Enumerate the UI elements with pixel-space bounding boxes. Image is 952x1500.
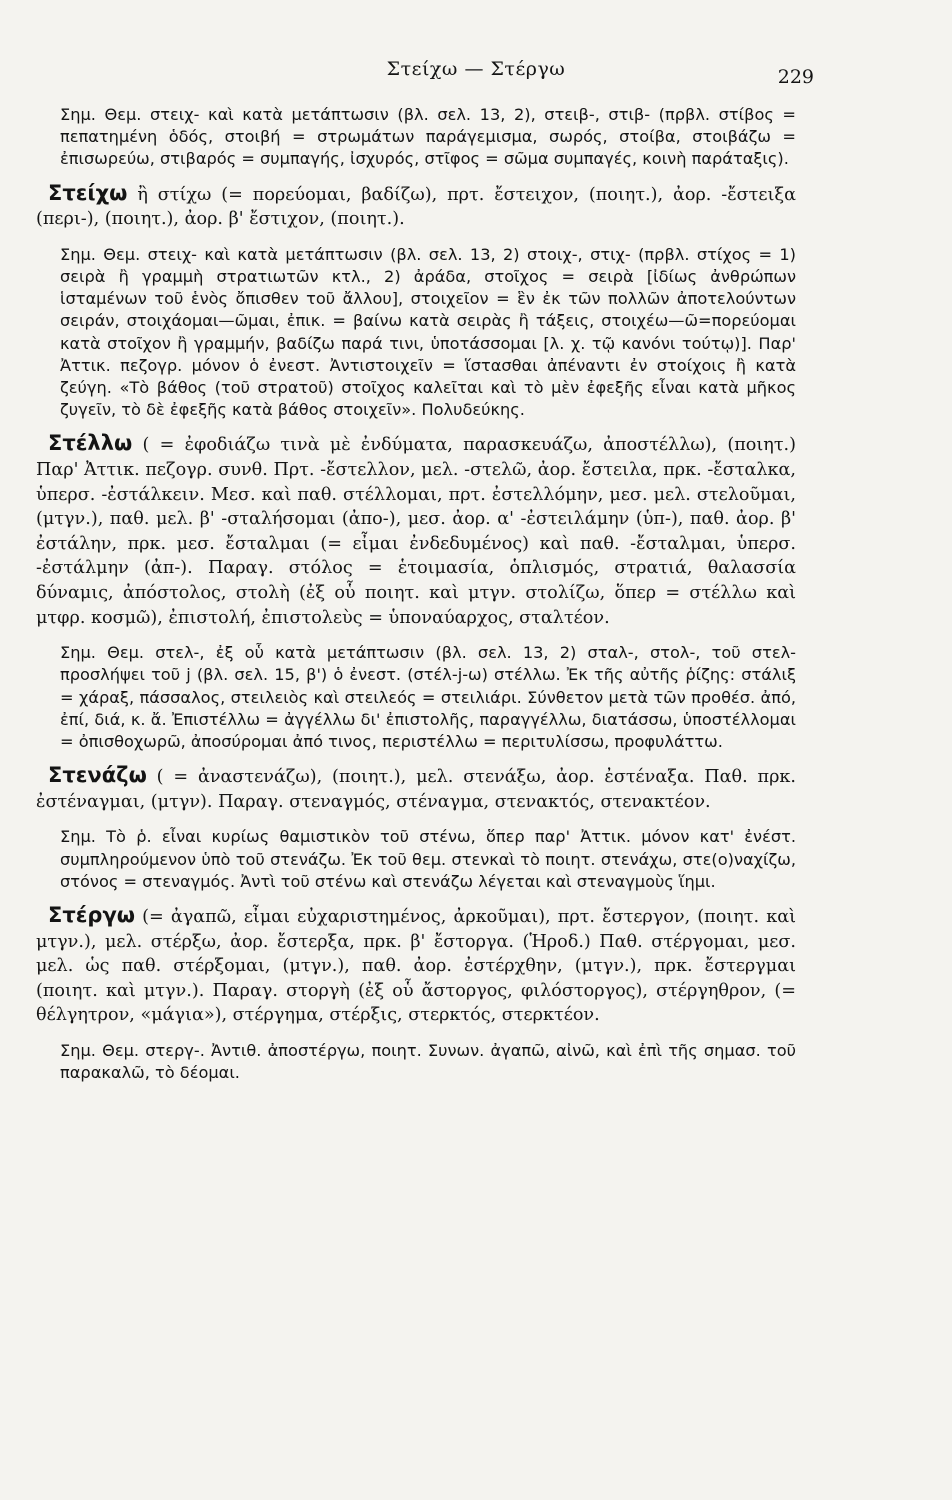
entry-body: ἢ στίχω (= πορεύομαι, βαδίζω), πρτ. ἔστειχον, (ποιητ.), ἀορ. -ἔστειξα (περι-), (ποιητ.), ἀορ. β' ἔστιχον, (ποιητ.). [36,184,796,230]
note-stello-theme [36,642,796,753]
headword: Στέλλω [48,431,133,456]
headword: Στέργω [48,902,136,927]
note-steicho-derivatives [36,244,796,422]
entry-steicho [36,181,796,232]
note-stergo [36,1040,796,1084]
note-steicho-theme [36,104,796,171]
note-text: Σημ. Θεμ. στειχ- καὶ κατὰ μετάπτωσιν (βλ. σελ. 13, 2) στοιχ-, στιχ- (πρβλ. στίχος = 1) σειρὰ ἢ γραμμὴ στρατιωτῶν κτλ., 2) ἀράδα, στοῖχος = σειρὰ [ἰδίως ἀνθρώπων ἱσταμένων τοῦ ἑνὸς ὄπισθεν τοῦ ἄλλου], στοιχεῖον = ἓν ἐκ τῶν πολλῶν ἀποτελούντων σειράν, στοιχάομαι—ῶμαι, ἐπικ. = βαίνω κατὰ σειρὰς ἢ τάξεις, στοιχέω—ῶ=πορεύομαι κατὰ στοῖχον ἢ γραμμήν, βαδίζω παρά τινι, ὑποτάσσομαι [λ. χ. τῷ κανόνι τούτῳ)]. Παρ' Ἀττικ. πεζογρ. μόνον ὁ ἐνεστ. Ἀντιστοιχεῖν = ἵστασθαι ἀπέναντι ἐν στοίχοις ἢ κατὰ ζεύγη. «Τὸ βάθος (τοῦ στρατοῦ) στοῖχος καλεῖται καὶ τὸ μὲν ἐφεξῆς εἶναι κατὰ μῆκος ζυγεῖν, τὸ δὲ ἐφεξῆς κατὰ βάθος στοιχεῖν». Πολυδεύκης. [60,244,796,420]
entry-stenazo [36,763,796,814]
note-text: Σημ. Θεμ. στελ-, ἐξ οὗ κατὰ μετάπτωσιν (βλ. σελ. 13, 2) σταλ-, στολ-, τοῦ στελ- προσλήψει τοῦ j (βλ. σελ. 15, β') ὁ ἐνεστ. (στέλ-j-ω) στέλλω. Ἐκ τῆς αὐτῆς ῥίζης: στάλιξ = χάραξ, πάσσαλος, στειλειὸς καὶ στειλεός = στειλιάρι. Σύνθετον μετὰ τῶν προθέσ. ἀπό, ἐπί, διά, κ. ἄ. Ἐπιστέλλω = ἀγγέλλω δι' ἐπιστολῆς, παραγγέλλω, διατάσσω, ὑποστέλλομαι = ὀπισθοχωρῶ, ἀποσύρομαι ἀπό τινος, περιστέλλω = περιτυλίσσω, προφυλάττω. [60,643,796,751]
entry-text [36,763,796,814]
entry-text [36,903,796,1028]
page-number: 229 [777,66,814,88]
entry-body: (= ἀγαπῶ, εἶμαι εὐχαριστημένος, ἀρκοῦμαι), πρτ. ἔστεργον, (ποιητ. καὶ μτγν.), μελ. στέρξω, ἀορ. ἔστερξα, πρκ. β' ἔστοργα. (Ἡροδ.) Παθ. στέργομαι, μεσ. μελ. ὡς παθ. στέρξομαι, (μτγν.), παθ. ἀορ. ἐστέρχθην, (μτγν.), πρκ. ἔστεργμαι (ποιητ. καὶ μτγν.). Παραγ. στοργὴ (ἐξ οὗ ἄστοργος, φιλόστοργος), στέργηθρον, (= θέλγητρον, «μάγια»), στέργημα, στέρξις, στερκτός, στερκτέον. [36,906,796,1026]
running-head: Στείχω — Στέργω [386,58,566,80]
entry-text [36,431,796,630]
note-text: Σημ. Τὸ ῥ. εἶναι κυρίως θαμιστικὸν τοῦ στένω, ὅπερ παρ' Ἀττικ. μόνον κατ' ἐνέστ. συμπληρούμενον ὑπὸ τοῦ στενάζω. Ἐκ τοῦ θεμ. στενκαὶ τὸ ποιητ. στενάχω, στε(ο)ναχίζω, στόνος = στεναγμός. Ἀντὶ τοῦ στένω καὶ στενάζω λέγεται καὶ στεναγμοὺς ἵημι. [60,827,796,891]
page-body [36,104,796,1094]
note-stenazo [36,826,796,893]
note-text: Σημ. Θεμ. στειχ- καὶ κατὰ μετάπτωσιν (βλ. σελ. 13, 2), στειβ-, στιβ- (πρβλ. στίβος = πεπατημένη ὁδός, στοιβή = στρωμάτων παράγεμισμα, σωρός, στοίβα, στοιβάζω = ἐπισωρεύω, στιβαρός = συμπαγής, ἰσχυρός, στῖφος = σῶμα συμπαγές, κοινὴ παράταξις). [60,105,796,169]
note-text: Σημ. Θεμ. στεργ-. Ἀντιθ. ἀποστέργω, ποιητ. Συνων. ἀγαπῶ, αἰνῶ, καὶ ἐπὶ τῆς σημασ. τοῦ παρακαλῶ, τὸ δέομαι. [60,1040,796,1083]
headword: Στείχω [48,180,128,205]
headword: Στενάζω [48,763,147,788]
entry-stergo [36,903,796,1028]
entry-body: ( = ἐφοδιάζω τινὰ μὲ ἐνδύματα, παρασκευάζω, ἀποστέλλω), (ποιητ.) Παρ' Ἀττικ. πεζογρ. συνθ. Πρτ. -ἔστελλον, μελ. -στελῶ, ἀορ. ἔστειλα, πρκ. -ἔσταλκα, ὑπερσ. -ἐστάλκειν. Μεσ. καὶ παθ. στέλλομαι, πρτ. ἐστελλόμην, μεσ. μελ. στελοῦμαι, (μτγν.), παθ. μελ. β' -σταλήσομαι (ἀπο-), μεσ. ἀορ. α' -ἐστειλάμην (ὑπ-), παθ. ἀορ. β' ἐστάλην, πρκ. μεσ. ἔσταλμαι (= εἶμαι ἐνδεδυμένος) καὶ παθ. -ἔσταλμαι, ὑπερσ. -ἐστάλμην (ἀπ-). Παραγ. στόλος = ἑτοιμασία, ὁπλισμός, στρατιά, θαλασσία δύναμις, ἀπόστολος, στολὴ (ἐξ οὗ ποιητ. καὶ μτγν. στολίζω, ὅπερ = στέλλω καὶ μτφρ. κοσμῶ), ἐπιστολή, ἐπιστολεὺς = ὑποναύαρχος, σταλτέον. [36,435,797,628]
entry-stello [36,431,796,630]
entry-body: ( = ἀναστενάζω), (ποιητ.), μελ. στενάξω, ἀορ. ἐστέναξα. Παθ. πρκ. ἐστέναγμαι, (μτγν). Παραγ. στεναγμός, στέναγμα, στενακτός, στενακτέον. [36,767,796,812]
entry-text [36,181,796,232]
